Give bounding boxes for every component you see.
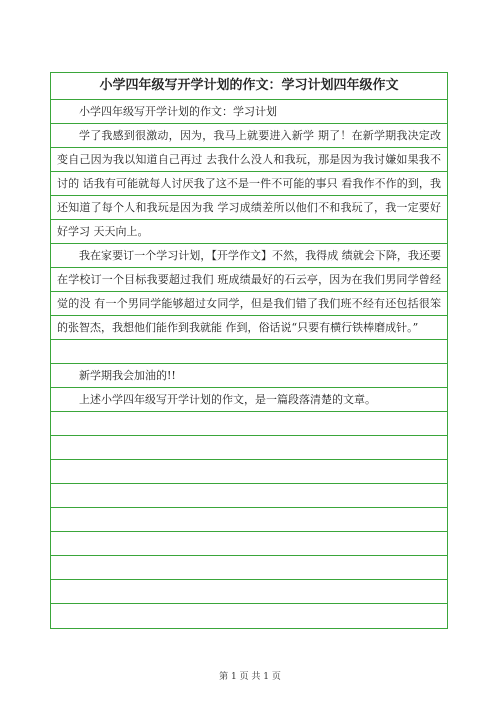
paragraph-4-text: 上述小学四年级写开学计划的作文，是一篇段落清楚的文章。 bbox=[79, 393, 376, 406]
document-title: 小学四年级写开学计划的作文：学习计划四年级作文 bbox=[51, 73, 447, 100]
subtitle-text: 小学四年级写开学计划的作文：学习计划 bbox=[79, 105, 277, 118]
blank-line bbox=[51, 508, 447, 532]
paragraph-3-text: 新学期我会加油的!! bbox=[79, 369, 176, 382]
blank-line bbox=[51, 556, 447, 580]
blank-line bbox=[51, 460, 447, 484]
paragraph-4 bbox=[51, 388, 447, 412]
paragraph-3 bbox=[51, 364, 447, 388]
blank-line bbox=[51, 532, 447, 556]
blank-line bbox=[51, 436, 447, 460]
blank-line bbox=[51, 580, 447, 604]
page-number: 第 1 页 共 1 页 bbox=[219, 672, 281, 682]
document-subtitle bbox=[51, 100, 447, 124]
blank-line bbox=[51, 412, 447, 436]
paragraph-1: 学了我感到很激动，因为，我马上就要进入新学 期了！在新学期我决定改变自己因为我以知道自己再过 去我什么没人和我玩，那是因为我讨嫌如果我不讨的 话我有可能就每人讨厌我了这不是一件不可能的事只 看我作不作的到，我还知道了每个人和我玩是因为我 学习成绩差所以他们不和我玩了，我一定要好好学习 天天向上。 bbox=[51, 124, 447, 244]
paragraph-2: 我在家要订一个学习计划，【开学作文】不然，我得成 绩就会下降，我还要在学校订一个目标我要超过我们 班成绩最好的石云亭，因为在我们男同学曾经觉的没 有一个男同学能够超过女同学，但是我们错了我们班不经有还包括很笨的张智杰，我想他们能作到我就能 作到，俗话说“只要有横行铁棒磨成针。” bbox=[51, 244, 447, 364]
blank-line bbox=[51, 604, 447, 628]
blank-line bbox=[51, 484, 447, 508]
essay-sheet bbox=[50, 72, 448, 629]
